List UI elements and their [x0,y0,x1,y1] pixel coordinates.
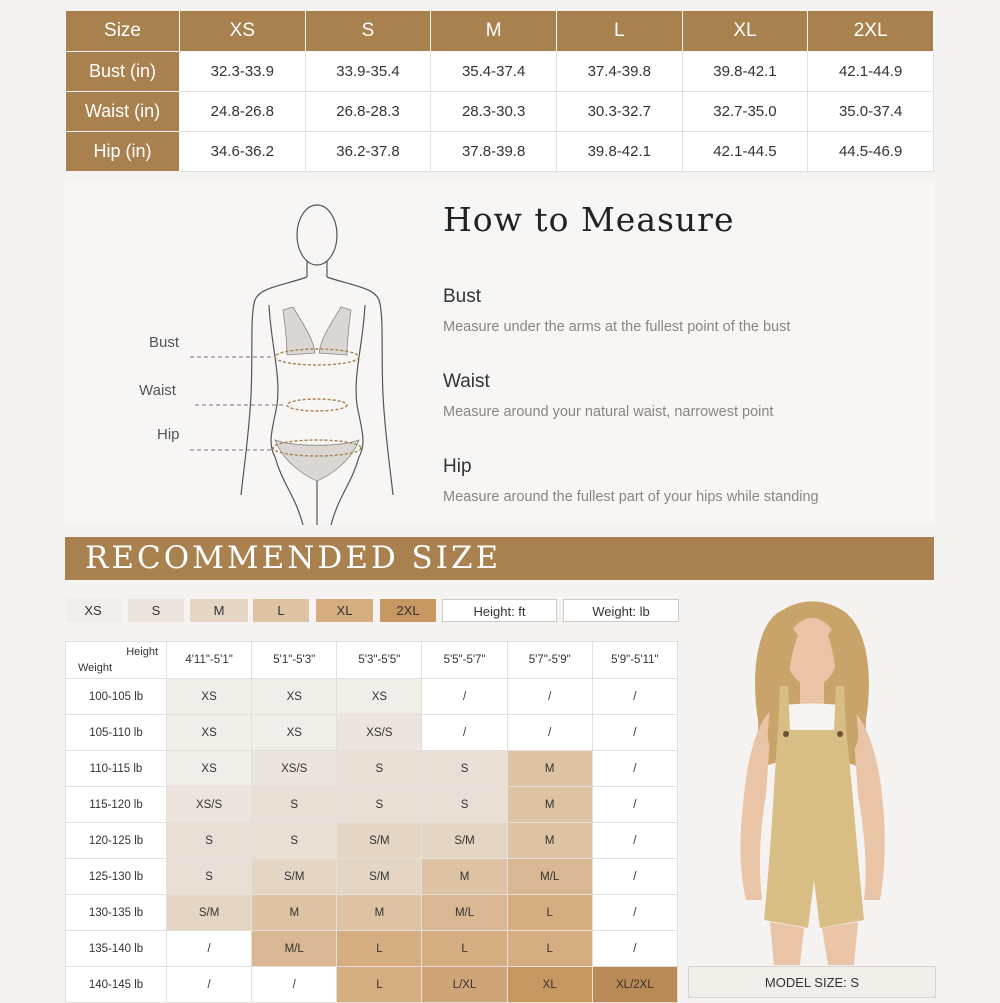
size-cell: XS/S [337,715,422,751]
size-cell: L [507,931,592,967]
legend-swatch: M [190,599,248,622]
corner-height-label: Height [126,646,158,658]
figure-label-waist: Waist [139,382,176,399]
table-cell: 30.3-32.7 [556,92,682,132]
size-cell: M [507,751,592,787]
row-label: Hip (in) [66,132,180,172]
weight-label: 100-105 lb [66,679,167,715]
weight-label: 130-135 lb [66,895,167,931]
legend-weight-unit: Weight: lb [563,599,679,622]
size-header-row [66,11,934,52]
size-cell: / [252,967,337,1003]
size-chart-table [65,10,934,172]
measure-item-title: Bust [443,286,482,307]
weight-label: 115-120 lb [66,787,167,823]
figure-label-hip: Hip [157,426,180,443]
table-cell: 24.8-26.8 [180,92,306,132]
weight-label: 110-115 lb [66,751,167,787]
size-cell: / [167,931,252,967]
recommended-size-title: RECOMMENDED SIZE [85,540,502,576]
table-cell: 37.8-39.8 [431,132,557,172]
table-cell: 35.0-37.4 [808,92,934,132]
size-cell: XS [252,715,337,751]
legend-swatch: XL [316,599,373,622]
table-cell: 32.7-35.0 [682,92,808,132]
how-to-measure-section [65,180,934,525]
table-cell: 42.1-44.5 [682,132,808,172]
table-cell: 39.8-42.1 [556,132,682,172]
table-cell: 39.8-42.1 [682,52,808,92]
corner-weight-label: Weight [78,662,113,674]
measure-item-description: Measure under the arms at the fullest point of the bust [443,319,791,335]
size-cell: / [422,679,507,715]
size-cell: M/L [252,931,337,967]
size-cell: / [592,751,677,787]
table-cell: 35.4-37.4 [431,52,557,92]
row-label: Waist (in) [66,92,180,132]
table-row [66,859,678,895]
size-header-cell: S [305,11,431,52]
height-header-cell: 5'1"-5'3" [252,642,337,679]
measure-item-description: Measure around the fullest part of your hips while standing [443,489,819,505]
table-corner-cell [66,642,167,679]
size-cell: / [592,787,677,823]
height-header-cell: 5'7"-5'9" [507,642,592,679]
legend-height-unit: Height: ft [442,599,557,622]
table-cell: 26.8-28.3 [305,92,431,132]
table-cell: 37.4-39.8 [556,52,682,92]
size-cell: M/L [507,859,592,895]
size-cell: XS/S [167,787,252,823]
size-cell: S [252,787,337,823]
size-cell: XS [167,679,252,715]
size-cell: / [592,895,677,931]
size-cell: M [507,787,592,823]
size-header-cell: Size [66,11,180,52]
size-cell: L [422,931,507,967]
table-cell: 42.1-44.9 [808,52,934,92]
table-row [66,823,678,859]
table-row [66,679,678,715]
table-row [66,787,678,823]
model-photo [688,580,938,965]
legend-swatch: L [253,599,309,622]
table-row [66,931,678,967]
body-figure-illustration [135,195,395,525]
table-cell: 33.9-35.4 [305,52,431,92]
weight-label: 140-145 lb [66,967,167,1003]
size-cell: M [337,895,422,931]
size-cell: XS [337,679,422,715]
size-cell: S [422,787,507,823]
size-cell: S/M [422,823,507,859]
weight-label: 120-125 lb [66,823,167,859]
recommended-size-banner [65,537,934,580]
size-header-cell: 2XL [808,11,934,52]
size-cell: / [507,679,592,715]
size-cell: S/M [337,823,422,859]
table-row [66,132,934,172]
size-cell: M [422,859,507,895]
legend-swatch: XS [65,599,121,622]
measure-item-description: Measure around your natural waist, narrowest point [443,404,774,420]
size-cell: / [422,715,507,751]
table-row [66,92,934,132]
weight-label: 135-140 lb [66,931,167,967]
table-cell: 34.6-36.2 [180,132,306,172]
size-cell: M [507,823,592,859]
size-cell: L [507,895,592,931]
table-cell: 44.5-46.9 [808,132,934,172]
size-header-cell: XS [180,11,306,52]
height-header-cell: 5'9"-5'11" [592,642,677,679]
size-cell: S/M [252,859,337,895]
table-cell: 36.2-37.8 [305,132,431,172]
size-cell: M/L [422,895,507,931]
table-row [66,52,934,92]
legend-swatch: 2XL [380,599,436,622]
size-header-cell: L [556,11,682,52]
table-row [66,751,678,787]
size-cell: S [252,823,337,859]
size-cell: M [252,895,337,931]
recommended-size-body [66,679,678,1003]
size-cell: XS [252,679,337,715]
size-header-cell: XL [682,11,808,52]
size-cell: XS [167,751,252,787]
size-cell: / [167,967,252,1003]
row-label: Bust (in) [66,52,180,92]
size-header-cell: M [431,11,557,52]
size-cell: S [337,751,422,787]
recommended-size-table [65,641,678,1003]
size-cell: / [592,931,677,967]
height-header-row [66,642,678,679]
size-cell: XL/2XL [592,967,677,1003]
size-cell: L [337,931,422,967]
size-cell: XL [507,967,592,1003]
height-header-cell: 5'3"-5'5" [337,642,422,679]
size-cell: S [167,859,252,895]
model-size-caption: MODEL SIZE: S [688,966,936,998]
size-cell: XS [167,715,252,751]
size-cell: S [167,823,252,859]
figure-label-bust: Bust [149,334,180,351]
size-cell: S [337,787,422,823]
size-cell: / [507,715,592,751]
weight-label: 125-130 lb [66,859,167,895]
size-cell: S/M [337,859,422,895]
size-cell: S [422,751,507,787]
table-cell: 32.3-33.9 [180,52,306,92]
table-row [66,895,678,931]
height-header-cell: 4'11"-5'1" [167,642,252,679]
measure-item-title: Waist [443,371,490,392]
height-header-cell: 5'5"-5'7" [422,642,507,679]
size-cell: / [592,823,677,859]
size-cell: / [592,715,677,751]
measure-item-title: Hip [443,456,472,477]
size-cell: XS/S [252,751,337,787]
size-cell: L [337,967,422,1003]
size-cell: / [592,859,677,895]
table-cell: 28.3-30.3 [431,92,557,132]
table-row [66,715,678,751]
table-row [66,967,678,1003]
how-to-measure-title: How to Measure [443,200,735,239]
size-cell: / [592,679,677,715]
size-cell: L/XL [422,967,507,1003]
weight-label: 105-110 lb [66,715,167,751]
size-cell: S/M [167,895,252,931]
legend-swatch: S [128,599,184,622]
